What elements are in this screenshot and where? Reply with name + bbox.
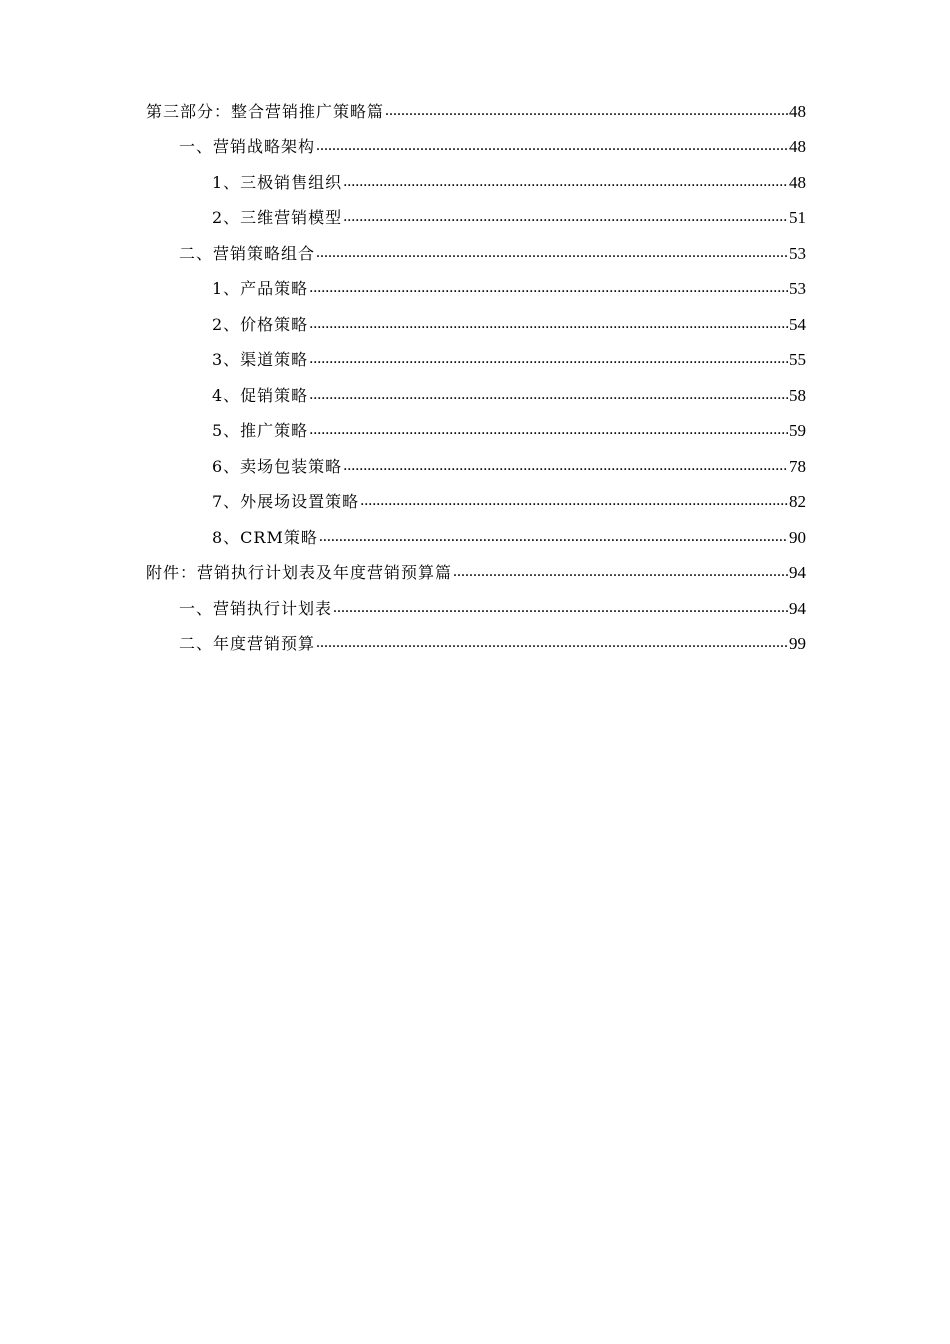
toc-entry-page: 48 (789, 137, 806, 157)
toc-entry-page: 82 (789, 492, 806, 512)
toc-entry-title: 8、CRM策略 (212, 527, 318, 547)
toc-entry[interactable] (146, 378, 806, 414)
toc-entry[interactable] (146, 485, 806, 521)
toc-entry-page: 53 (789, 243, 806, 263)
toc-dot-leader (360, 492, 788, 512)
toc-entry-title: 2、三维营销模型 (212, 208, 343, 228)
toc-dot-leader (343, 173, 788, 193)
toc-entry-title: 二、年度营销预算 (179, 634, 316, 654)
toc-entry-title: 2、价格策略 (212, 314, 309, 334)
toc-entry-page: 59 (789, 421, 806, 441)
toc-entry[interactable] (146, 556, 806, 592)
toc-entry-title: 第三部分：整合营销推广策略篇 (146, 101, 385, 121)
toc-dot-leader (309, 350, 788, 370)
toc-entry-page: 48 (789, 101, 806, 121)
toc-dot-leader (316, 137, 788, 157)
toc-entry[interactable] (146, 201, 806, 237)
toc-entry[interactable] (146, 343, 806, 379)
toc-entry-title: 一、营销执行计划表 (179, 598, 333, 618)
toc-dot-leader (309, 421, 788, 441)
toc-entry[interactable] (146, 165, 806, 201)
toc-entry-title: 一、营销战略架构 (179, 137, 316, 157)
toc-entry-title: 二、营销策略组合 (179, 243, 316, 263)
toc-dot-leader (309, 386, 788, 406)
toc-entry-title: 1、三极销售组织 (212, 172, 343, 192)
toc-dot-leader (309, 279, 788, 299)
toc-entry-page: 54 (789, 314, 806, 334)
toc-dot-leader (333, 599, 788, 619)
toc-entry[interactable] (146, 520, 806, 556)
toc-entry-page: 55 (789, 350, 806, 370)
toc-entry-page: 58 (789, 385, 806, 405)
toc-entry-page: 51 (789, 208, 806, 228)
toc-entry-page: 94 (789, 563, 806, 583)
toc-dot-leader (343, 208, 788, 228)
toc-dot-leader (343, 457, 788, 477)
toc-entry-title: 7、外展场设置策略 (212, 492, 360, 512)
toc-entry-page: 99 (789, 634, 806, 654)
toc-entry[interactable] (146, 414, 806, 450)
toc-entry-title: 4、促销策略 (212, 385, 309, 405)
toc-dot-leader (316, 634, 788, 654)
toc-dot-leader (385, 102, 788, 122)
toc-entry[interactable] (146, 449, 806, 485)
toc-entry[interactable] (146, 272, 806, 308)
table-of-contents (146, 94, 806, 662)
toc-entry[interactable] (146, 130, 806, 166)
toc-dot-leader (309, 315, 788, 335)
toc-dot-leader (453, 563, 788, 583)
toc-entry[interactable] (146, 591, 806, 627)
toc-entry-title: 附件：营销执行计划表及年度营销预算篇 (146, 563, 453, 583)
toc-entry-title: 6、卖场包装策略 (212, 456, 343, 476)
toc-entry[interactable] (146, 236, 806, 272)
toc-entry-page: 94 (789, 598, 806, 618)
toc-entry[interactable] (146, 627, 806, 663)
toc-entry-page: 78 (789, 456, 806, 476)
toc-entry-title: 3、渠道策略 (212, 350, 309, 370)
toc-entry-page: 48 (789, 172, 806, 192)
toc-entry-title: 5、推广策略 (212, 421, 309, 441)
toc-entry-title: 1、产品策略 (212, 279, 309, 299)
toc-entry[interactable] (146, 307, 806, 343)
toc-entry-page: 53 (789, 279, 806, 299)
toc-dot-leader (319, 528, 788, 548)
toc-entry-page: 90 (789, 527, 806, 547)
toc-entry[interactable] (146, 94, 806, 130)
toc-dot-leader (316, 244, 788, 264)
